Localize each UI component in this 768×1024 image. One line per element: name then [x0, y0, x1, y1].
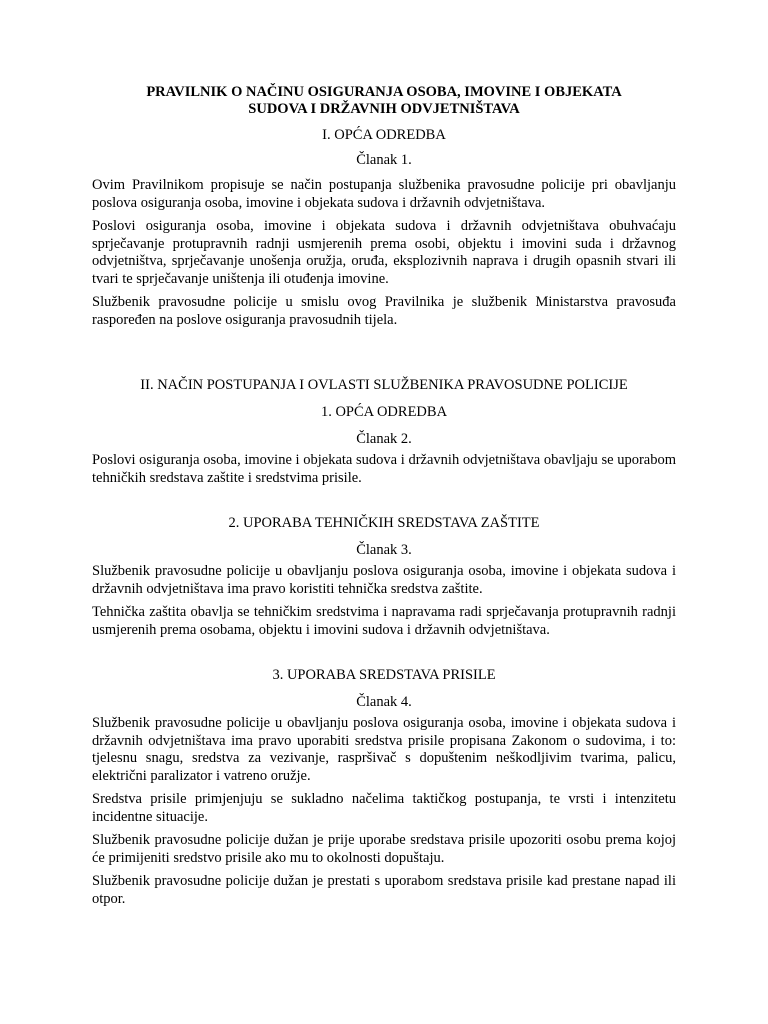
- article-2-paragraph-1: Poslovi osiguranja osoba, imovine i objekata sudova i državnih odvjetništava obavljaju se uporabom tehničkih sredstava zaštite i sredstvima prisile.: [92, 452, 676, 486]
- section-3-heading: 3. UPORABA SREDSTAVA PRISILE: [272, 667, 496, 683]
- article-1-paragraph-3: Službenik pravosudne policije u smislu ovog Pravilnika je službenik Ministarstva pravosuđa raspoređen na poslove osiguranja pravosudnih tijela.: [92, 294, 676, 328]
- article-3-heading: Članak 3.: [356, 542, 412, 558]
- document-title-line-2: SUDOVA I DRŽAVNIH ODVJETNIŠTAVA: [248, 101, 520, 117]
- part-2-heading: II. NAČIN POSTUPANJA I OVLASTI SLUŽBENIKA PRAVOSUDNE POLICIJE: [140, 377, 628, 393]
- article-4-paragraph-4: Službenik pravosudne policije dužan je prestati s uporabom sredstava prisile kad prestane napad ili otpor.: [92, 873, 676, 907]
- article-4-paragraph-3: Službenik pravosudne policije dužan je prije uporabe sredstava prisile upozoriti osobu prema kojoj će primijeniti sredstvo prisile ako mu to okolnosti dopuštaju.: [92, 832, 676, 866]
- article-3-paragraph-1: Službenik pravosudne policije u obavljanju poslova osiguranja osoba, imovine i objekata sudova i državnih odvjetništava ima pravo koristiti tehnička sredstva zaštite.: [92, 563, 676, 597]
- article-3-paragraph-2: Tehnička zaštita obavlja se tehničkim sredstvima i napravama radi sprječavanja protupravnih radnji usmjerenih prema osobama, objektu i imovini sudova i državnih odvjetništava.: [92, 604, 676, 638]
- article-1-paragraph-2: Poslovi osiguranja osoba, imovine i objekata sudova i državnih odvjetništava obuhvaćaju sprječavanje protupravnih radnji usmjerenih prema osobi, objektu i imovini suda i državnog odvjetništva, sprječavanje unošenja oružja, oruđa, eksplozivnih naprava i drugih opasnih stvari ili tvari te sprječavanje uništenja ili otuđenja imovine.: [92, 218, 676, 287]
- article-4-paragraph-2: Sredstva prisile primjenjuju se sukladno načelima taktičkog postupanja, te vrsti i intenzitetu incidentne situacije.: [92, 791, 676, 825]
- article-2-heading: Članak 2.: [356, 431, 412, 447]
- section-2-heading: 2. UPORABA TEHNIČKIH SREDSTAVA ZAŠTITE: [228, 515, 540, 531]
- article-1-paragraph-1: Ovim Pravilnikom propisuje se način postupanja službenika pravosudne policije pri obavljanju poslova osiguranja osoba, imovine i objekata sudova i državnih odvjetništava.: [92, 177, 676, 211]
- part-1-heading: I. OPĆA ODREDBA: [322, 127, 446, 143]
- article-4-heading: Članak 4.: [356, 694, 412, 710]
- section-1-heading: 1. OPĆA ODREDBA: [320, 404, 448, 420]
- article-1-heading: Članak 1.: [356, 152, 412, 168]
- article-4-paragraph-1: Službenik pravosudne policije u obavljanju poslova osiguranja osoba, imovine i objekata sudova i državnih odvjetništava ima pravo uporabiti sredstva prisile propisana Zakonom o sudovima, i to: tjelesnu snagu, sredstva za vezivanje, raspršivač s dopuštenim neškodljivim tvarima, palicu, električni paralizator i vatreno oružje.: [92, 715, 676, 784]
- document-title-line-1: PRAVILNIK O NAČINU OSIGURANJA OSOBA, IMOVINE I OBJEKATA: [146, 84, 622, 100]
